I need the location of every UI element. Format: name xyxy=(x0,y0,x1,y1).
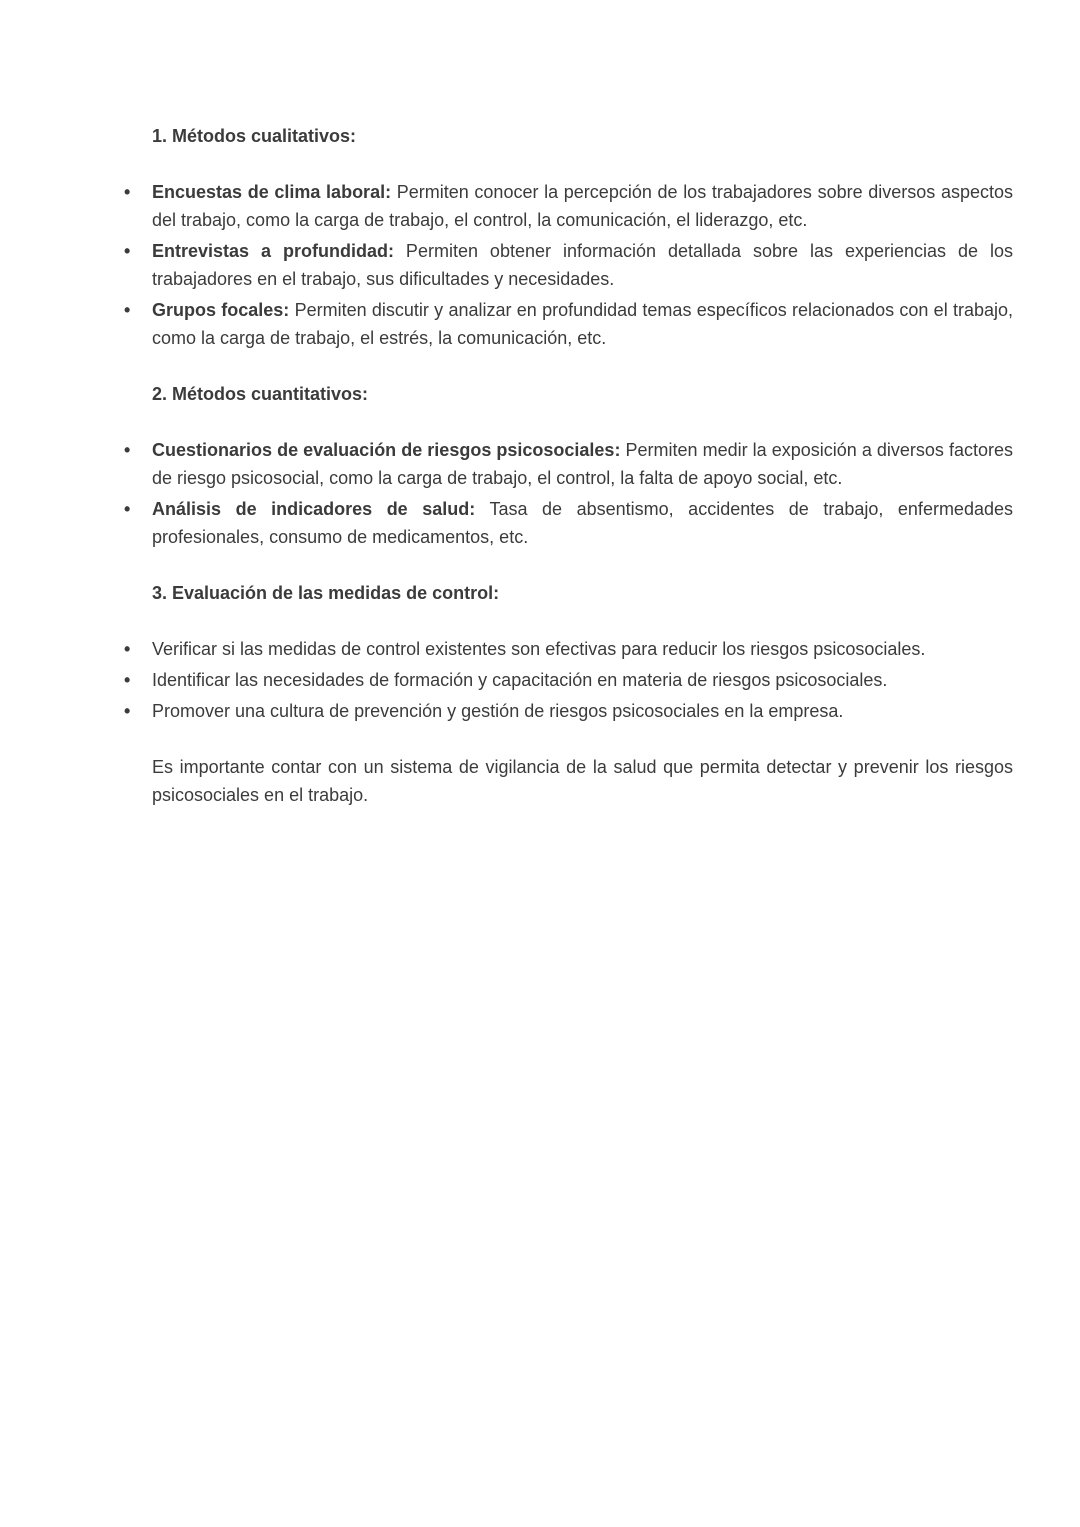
list-item-text: Permiten discutir y analizar en profundidad temas específicos relacionados con el trabajo, como la carga de trabajo, el estrés, la comunicación, etc. xyxy=(152,300,1014,348)
bullet-icon: • xyxy=(124,701,131,721)
list-item-lead: Grupos focales: xyxy=(152,300,290,320)
list-item xyxy=(122,635,1013,663)
closing-paragraph: Es importante contar con un sistema de vigilancia de la salud que permita detectar y prevenir los riesgos psicosociales en el trabajo. xyxy=(152,757,1013,805)
bullet-list-2 xyxy=(122,436,1013,551)
bullet-list-3 xyxy=(122,635,1013,725)
list-item xyxy=(122,495,1013,551)
list-item xyxy=(122,666,1013,694)
list-item xyxy=(122,237,1013,293)
list-item xyxy=(122,296,1013,352)
list-item-text: Verificar si las medidas de control existentes son efectivas para reducir los riesgos psicosociales. xyxy=(152,639,926,659)
section-heading-2: 2. Métodos cuantitativos: xyxy=(152,384,369,404)
list-item xyxy=(122,697,1013,725)
bullet-icon: • xyxy=(124,241,131,261)
list-item xyxy=(122,178,1013,234)
list-item-lead: Entrevistas a profundidad: xyxy=(152,241,394,261)
list-item xyxy=(122,436,1013,492)
bullet-icon: • xyxy=(124,440,131,460)
bullet-icon: • xyxy=(124,670,131,690)
section-heading-3: 3. Evaluación de las medidas de control: xyxy=(152,583,500,603)
list-item-text: Tasa de absentismo, accidentes de trabajo, enfermedades profesionales, consumo de medicamentos, etc. xyxy=(152,499,1013,547)
list-item-text: Permiten conocer la percepción de los trabajadores sobre diversos aspectos del trabajo, como la carga de trabajo, el control, la comunicación, el liderazgo, etc. xyxy=(152,182,1013,230)
list-item-text: Promover una cultura de prevención y gestión de riesgos psicosociales en la empresa. xyxy=(152,701,844,721)
bullet-icon: • xyxy=(124,499,131,519)
list-item-lead: Cuestionarios de evaluación de riesgos psicosociales: xyxy=(152,440,621,460)
list-item-lead: Análisis de indicadores de salud: xyxy=(152,499,476,519)
list-item-lead: Encuestas de clima laboral: xyxy=(152,182,392,202)
list-item-text: Identificar las necesidades de formación y capacitación en materia de riesgos psicosociales. xyxy=(152,670,888,690)
list-item-text: Permiten obtener información detallada sobre las experiencias de los trabajadores en el trabajo, sus dificultades y necesidades. xyxy=(152,241,1013,289)
bullet-list-1 xyxy=(122,178,1013,352)
bullet-icon: • xyxy=(124,182,131,202)
list-item-text: Permiten medir la exposición a diversos factores de riesgo psicosocial, como la carga de trabajo, el control, la falta de apoyo social, etc. xyxy=(152,440,1014,488)
section-heading-1: 1. Métodos cualitativos: xyxy=(152,126,357,146)
bullet-icon: • xyxy=(124,300,131,320)
bullet-icon: • xyxy=(124,639,131,659)
